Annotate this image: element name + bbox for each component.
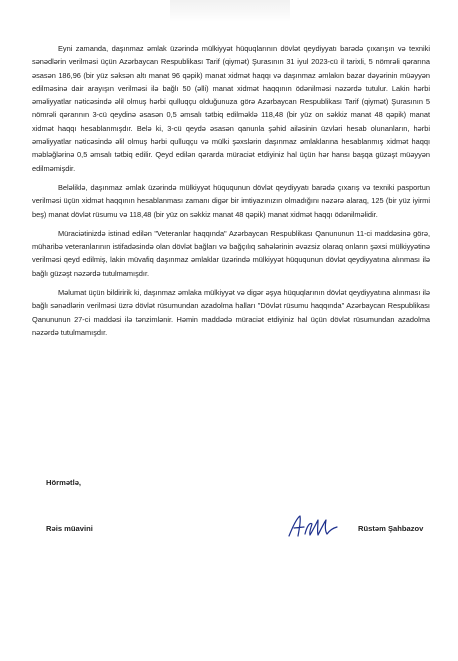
letter-body	[32, 42, 430, 345]
signer-role: Rəis müavini	[46, 524, 93, 533]
signer-name: Rüstəm Şahbazov	[358, 524, 424, 533]
handwritten-signature	[285, 512, 345, 542]
paragraph-2: Beləliklə, daşınmaz əmlak üzərində mülkiyyət hüququnun dövlət qeydiyyatı barədə çıxarış və texniki pasportun verilməsi üçün xidmət haqqının hesablanması zamanı digər bir imtiyazınızın olmadığını nəzərə alaraq, 125 (bir yüz iyirmi beş) manat dövlət rüsumu və 118,48 (bir yüz on səkkiz manat 48 qəpik) manat xidmət haqqı ödənilməlidir.	[32, 182, 430, 219]
paragraph-1: Eyni zamanda, daşınmaz əmlak üzərində mülkiyyət hüquqlarının dövlət qeydiyyatı barədə çıxarışın və texniki sənədlərin verilməsi üçün Azərbaycan Respublikası Tarif (qiymət) Şurasının 31 iyul 2023-cü il tarixli, 5 nömrəli qərarına əsasən 186,96 (bir yüz səksən altı manat 96 qəpik) manat xidmət haqqı və daşınmaz əmlakın bazar dəyərinin müəyyən edilməsinə dair arayışın verilməsi ilə bağlı 50 (əlli) manat xidmət haqqının ödənilməsi nəzərdə tutulur. Lakin hərbi əməliyyatlar nəticəsində əlil olmuş hərbi qulluqçu olduğunuza görə Azərbaycan Respublikası Tarif (qiymət) Şurasının 5 nömrəli qərarının 3-cü qeydinə əsasən 0,5 əmsalı tətbiq edilməklə 118,48 (bir yüz on səkkiz manat 48 qəpik) manat xidmət haqqı hesablanmışdır. Belə ki, 3-cü qeydə əsasən qanunla şəhid ailəsinin üzvləri hesab olunanların, hərbi əməliyyatlar nəticəsində əlil olmuş hərbi qulluqçu və mülki şəxslərin daşınmaz əmlaklarına hesablanmış xidmət haqqı məbləğlərinə 0,5 əmsalı tətbiq edilir. Qeyd edilən qərarda müraciət etdiyiniz hal üçün hər hansı başqa güzəşt müəyyən edilməmişdir.	[32, 44, 430, 173]
header-remnant	[170, 0, 290, 22]
paragraph-3: Müraciətinizdə istinad edilən "Veteranlar haqqında" Azərbaycan Respublikası Qanununun 11-ci maddəsinə görə, müharibə veteranlarının istifadəsində olan dövlət bağları və bağçılıq sahələrinin əvəzsiz olaraq onların şəxsi mülkiyyətinə verilməsi qeyd edilmiş, lakin müvafiq daşınmaz əmlaklar üzərində mülkiyyət hüququnun dövlət qeydiyyatına alınması ilə bağlı güzəşt nəzərdə tutulmamışdır.	[32, 228, 430, 278]
paragraph-4: Məlumat üçün bildiririk ki, daşınmaz əmlaka mülkiyyət və digər əşya hüquqlarının dövlət qeydiyyatına alınması ilə bağlı sənədlərin verilməsi üzrə dövlət rüsumundan azadolma halları "Dövlət rüsumu haqqında" Azərbaycan Respublikası Qanununun 27-ci maddəsi ilə tənzimlənir. Həmin maddədə müraciət etdiyiniz hal üçün dövlət rüsumundan azadolma nəzərdə tutulmamışdır.	[32, 288, 430, 337]
closing-salutation: Hörmətlə,	[46, 478, 82, 487]
